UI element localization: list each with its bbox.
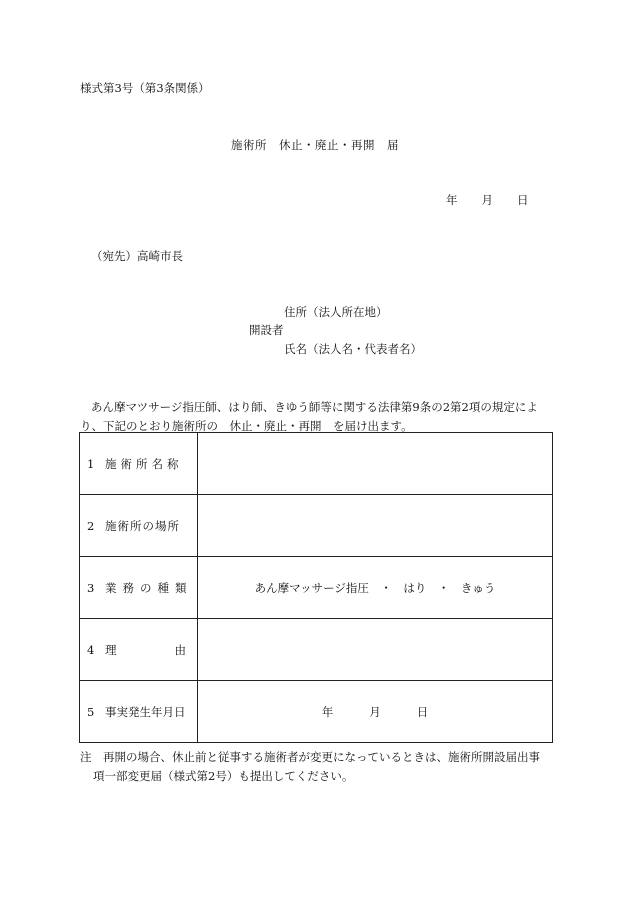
facility-name-field[interactable] bbox=[198, 433, 553, 495]
footnote-line-1: 注 再開の場合、休止前と従事する施術者が変更になっているときは、施術所開設届出事 bbox=[80, 750, 540, 764]
row-label bbox=[80, 681, 198, 743]
row-label bbox=[80, 433, 198, 495]
addressee: （宛先）高崎市長 bbox=[91, 249, 183, 263]
applicant-role-label: 開設者 bbox=[249, 323, 284, 337]
row-number: 5 bbox=[87, 704, 95, 719]
table-row bbox=[80, 557, 553, 619]
row-label-text: 事実発生年月日 bbox=[105, 704, 186, 719]
table-row bbox=[80, 433, 553, 495]
row-number: 1 bbox=[87, 456, 95, 471]
applicant-name-label: 氏名（法人名・代表者名） bbox=[284, 342, 422, 356]
applicant-address-label: 住所（法人所在地） bbox=[284, 305, 388, 319]
row-label-text: 施術所の場所 bbox=[105, 518, 180, 533]
submission-date bbox=[446, 193, 529, 207]
date-month-label: 月 bbox=[481, 193, 493, 207]
facility-location-field[interactable] bbox=[198, 495, 553, 557]
footnote bbox=[80, 748, 555, 786]
row-label-text: 施術所名称 bbox=[105, 456, 183, 471]
intro-paragraph: あん摩マツサージ指圧師、はり師、きゆう師等に関する法律第9条の2第2項の規定により、下記のとおり施術所の 休止・廃止・再開 を届け出ます。 bbox=[80, 400, 538, 433]
table-row bbox=[80, 495, 553, 557]
business-type-field[interactable]: あん摩マッサージ指圧 ・ はり ・ きゅう bbox=[198, 557, 553, 619]
row-label-text: 理 bbox=[105, 642, 117, 657]
form-table bbox=[79, 432, 553, 743]
footnote-line-2: 項一部変更届（様式第2号）も提出してください。 bbox=[93, 769, 354, 783]
row-number: 2 bbox=[87, 518, 95, 533]
occurrence-date-field[interactable] bbox=[198, 681, 553, 743]
occurrence-day-label: 日 bbox=[416, 704, 429, 719]
occurrence-year-label: 年 bbox=[321, 704, 334, 719]
date-day-label: 日 bbox=[517, 193, 529, 207]
date-year-label: 年 bbox=[446, 193, 458, 207]
document-title: 施術所 休止・廃止・再開 届 bbox=[231, 138, 399, 152]
row-label-text: 業務の種類 bbox=[105, 580, 193, 595]
row-number: 4 bbox=[87, 642, 95, 657]
row-label bbox=[80, 557, 198, 619]
row-label-text: 由 bbox=[174, 642, 186, 657]
row-label bbox=[80, 495, 198, 557]
reason-field[interactable] bbox=[198, 619, 553, 681]
row-number: 3 bbox=[87, 580, 95, 595]
form-number: 様式第3号（第3条関係） bbox=[80, 81, 210, 95]
table-row bbox=[80, 619, 553, 681]
row-label bbox=[80, 619, 198, 681]
occurrence-month-label: 月 bbox=[369, 704, 381, 719]
table-row bbox=[80, 681, 553, 743]
